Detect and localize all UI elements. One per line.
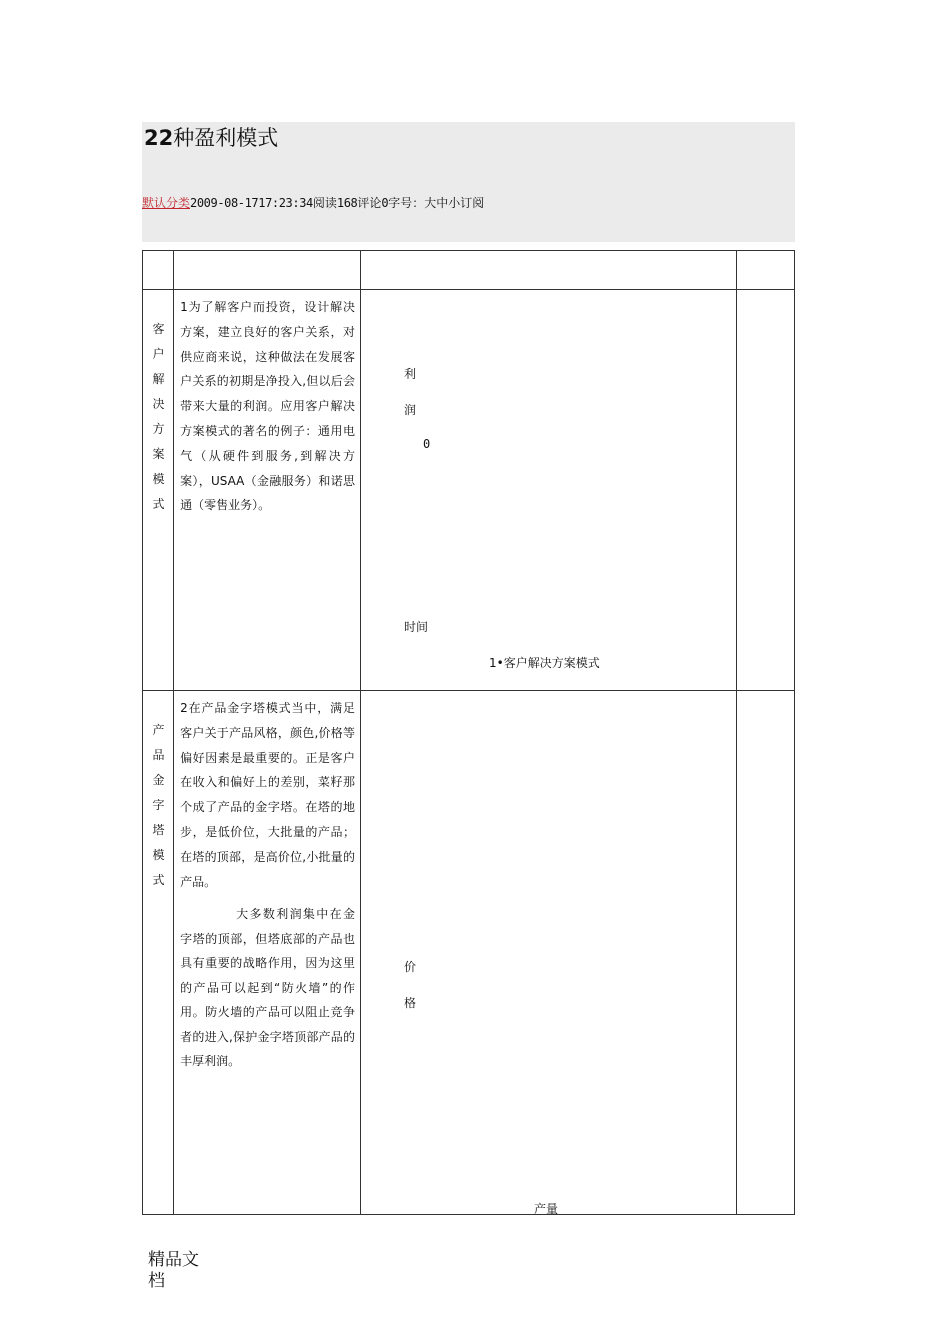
table-header-row xyxy=(143,251,795,290)
title-number: 22 xyxy=(144,126,174,150)
chart-origin-label: 0 xyxy=(423,437,431,451)
table-cell xyxy=(736,691,794,1215)
description-cell xyxy=(174,691,361,1215)
page-title xyxy=(144,124,278,152)
row-label: 客 户 解 决 方 案 模 式 xyxy=(152,322,165,511)
table-row xyxy=(143,691,795,1215)
chart-cell xyxy=(361,290,737,691)
model-description: 2在产品金字塔模式当中，满足客户关于产品风格，颜色,价格等偏好因素是最重要的。正是客户在收入和偏好上的差别，菜籽那个成了产品的金字塔。在塔的地步，是低价位，大批量的产品；在塔的顶部，是高价位,小批量的产品。 大多数利润集中在金字塔的顶部，但塔底部的产品也具有重要的战略作用，因为这里的产品可以起到“防火墙”的作用。防火墙的产品可以阻止竞争者的进入,保护金字塔顶部产品的丰厚利润。 xyxy=(180,701,355,1069)
row-label-cell xyxy=(143,290,174,691)
table-cell xyxy=(143,251,174,290)
comment-label[interactable]: 评论 xyxy=(357,196,382,210)
chart-y-axis-label: 利 xyxy=(404,367,417,381)
table-cell xyxy=(736,251,794,290)
post-header xyxy=(142,122,795,242)
chart-y-axis-label: 价 xyxy=(404,960,417,974)
chart-x-axis-label: 产量 xyxy=(534,1202,559,1216)
chart-caption: 1•客户解决方案模式 xyxy=(489,656,600,670)
chart-cell xyxy=(361,691,737,1215)
chart-y-axis-label: 格 xyxy=(404,996,417,1010)
font-size-controls[interactable]: 字号：大中小订阅 xyxy=(388,196,485,210)
row-label: 产 品 金 字 塔 模 式 xyxy=(152,723,165,887)
description-cell xyxy=(174,290,361,691)
chart-x-axis-label: 时间 xyxy=(404,620,429,634)
table-cell xyxy=(736,290,794,691)
row-label-cell xyxy=(143,691,174,1215)
table-cell xyxy=(361,251,737,290)
model-description: 1为了解客户而投资，设计解决方案，建立良好的客户关系，对供应商来说，这种做法在发展客户关系的初期是净投入,但以后会带来大量的利润。应用客户解决方案模式的著名的例子：通用电气（从硬件到服务,到解决方案），USAA（金融服务）和诺思通（零售业务）。 xyxy=(180,300,355,513)
read-count: 168 xyxy=(336,196,358,210)
table-cell xyxy=(174,251,361,290)
post-datetime: 2009-08-1717:23:34 xyxy=(190,196,313,210)
title-text: 种盈利模式 xyxy=(173,126,279,150)
category-link[interactable]: 默认分类 xyxy=(142,196,191,210)
table-row xyxy=(143,290,795,691)
chart-y-axis-label: 润 xyxy=(404,403,417,417)
footer-watermark: 精品文档 xyxy=(148,1250,199,1291)
models-table xyxy=(142,250,795,1215)
comment-count: 0 xyxy=(381,196,389,210)
read-label: 阅读 xyxy=(312,196,337,210)
post-meta xyxy=(142,195,484,211)
